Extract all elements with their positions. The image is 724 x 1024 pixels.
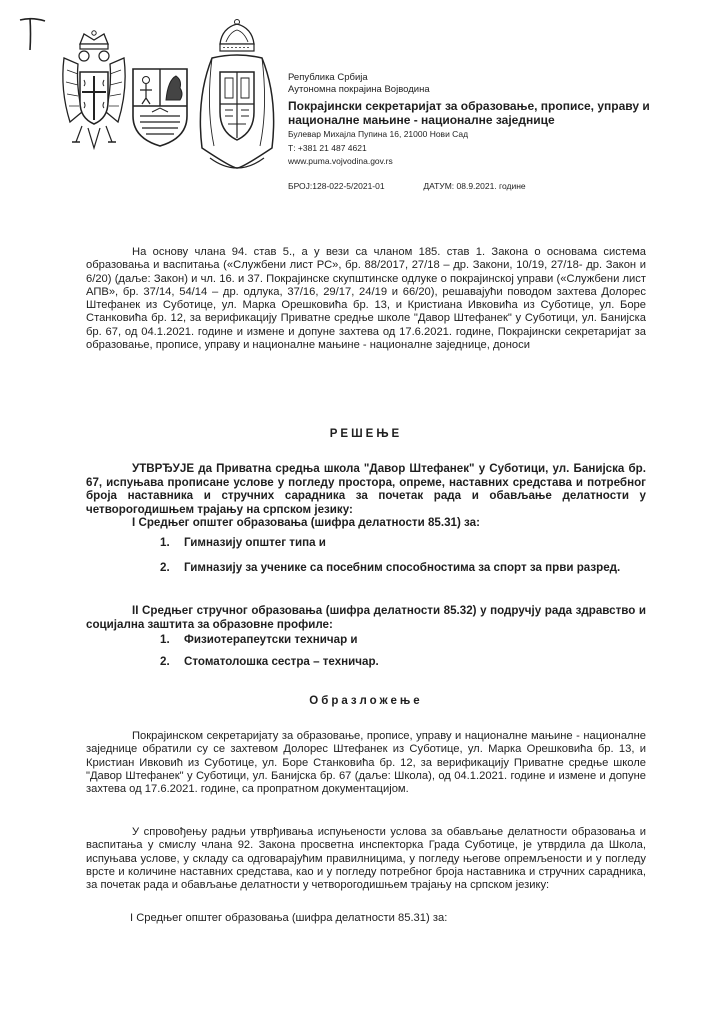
coats-of-arms [58, 18, 280, 186]
decision-title: РЕШЕЊЕ [329, 428, 403, 440]
list-text: Физиотерапеутски техничар и [184, 633, 358, 646]
province-name: Аутономна покрајина Војводина [288, 84, 430, 95]
handwritten-t-mark [18, 12, 48, 52]
reasoning-paragraph-3: I Средњег општег образовања (шифра делатности 85.31) за: [130, 912, 448, 924]
list-number: 1. [160, 536, 170, 549]
website: www.puma.vojvodina.gov.rs [288, 156, 393, 166]
decision-paragraph: УТВРЂУЈЕ да Приватна средња школа "Давор Штефанек" у Суботици, ул. Банијска бр. 67, испуњава прописане услове у погледу простора, опреме, наставних средстава и потребног броја наставника и стручних сарадника за почетак рада и обављање делатности у четворогодишњем трајању на српском језику: [86, 462, 646, 516]
document-date: ДАТУМ: 08.9.2021. године [423, 181, 526, 191]
section-1-item [160, 561, 650, 575]
organization-name: Покрајински секретаријат за образовање, прописе, управу и националне мањине - националне заједнице [288, 99, 650, 127]
reasoning-paragraph-2: У спровођењу радњи утврђивања испуњености услова за обављање делатности образовања и васпитања у смислу члана 92. Закона просветна инспекторка Града Суботице, је утврдила да Школа, испуњава услове, у складу са одговарајућим правилницима, у погледу његове опремљености и у погледу врсте и количине наставних средстава, као и у погледу потребног броја наставника и стручних сарадника, за почетак рада и обављање делатности у четворогодишњем трајању на српском језику: [86, 826, 646, 892]
list-text: Гимназију за ученике са посебним способностима за спорт за први разред. [184, 561, 621, 574]
section-1-title: I Средњег општег образовања (шифра делатности 85.31) за: [132, 516, 480, 529]
section-1-item [160, 536, 650, 550]
preamble-paragraph: На основу члана 94. став 5., а у вези са чланом 185. став 1. Закона о основама система образовања и васпитања («Службени лист РС», бр. 88/2017, 27/18 – др. Закони, 10/19, 27/18- др. Закон и 6/20) (даље: Закон) и чл. 16. и 37. Покрајинске скупштинске одлуке о покрајинској управи («Службени лист АПВ», бр. 37/14, 54/14 – др. одлука, 37/16, 29/17, 24/19 и 66/20), решавајући поводом захтева Долорес Штефанек из Суботице, ул. Марка Орешковића бр. 13, и Кристиана Ивковића из Суботице, ул. Боре Станковића бр. 12, за верификацију Приватне средње школе "Давор Штефанек" у Суботици, ул. Банијска бр. 67, од 04.1.2021. године и измене и допуне захтева од 17.6.2021. године, Покрајински секретаријат за образовање, прописе, управу и националне мањине - националне заједнице, доноси [86, 246, 646, 352]
list-number: 2. [160, 561, 170, 574]
list-text: Гимназију општег типа и [184, 536, 326, 549]
phone: Т: +381 21 487 4621 [288, 142, 367, 153]
issuer-header [288, 72, 708, 168]
republic-name: Република Србија [288, 72, 368, 83]
serbia-coat-of-arms-icon [58, 30, 130, 186]
section-2-item [160, 633, 650, 647]
reference-line [288, 181, 708, 191]
section-2-title: II Средњег стручног образовања (шифра делатности 85.32) у подручју рада здравство и социјална заштита за образовне профиле: [86, 604, 646, 631]
address: Булевар Михајла Пупина 16, 21000 Нови Сад [288, 129, 469, 139]
vojvodina-large-coat-of-arms-icon [192, 18, 282, 186]
vojvodina-coat-of-arms-icon [130, 66, 190, 148]
reasoning-paragraph-1: Покрајинском секретаријату за образовање, прописе, управу и националне мањине - националне заједнице обратили су се захтевом Долорес Штефанек из Суботице, ул. Марка Орешковића бр. 13, и Кристиан Ивковић из Суботице, ул. Боре Станковића бр. 12, за верификацију Приватне средње школе "Давор Штефанек" у Суботици, ул. Банијска бр. 67 (даље: Школа), од 04.1.2021. године и измене и допуне захтева од 17.6.2021. године, са пропратном документацијом. [86, 730, 646, 796]
section-2-item [160, 655, 650, 669]
document-number: БРОЈ:128-022-5/2021-01 [288, 181, 385, 191]
list-number: 2. [160, 655, 170, 668]
reasoning-title: Образложење [309, 695, 423, 707]
list-number: 1. [160, 633, 170, 646]
list-text: Стоматолошка сестра – техничар. [184, 655, 379, 668]
